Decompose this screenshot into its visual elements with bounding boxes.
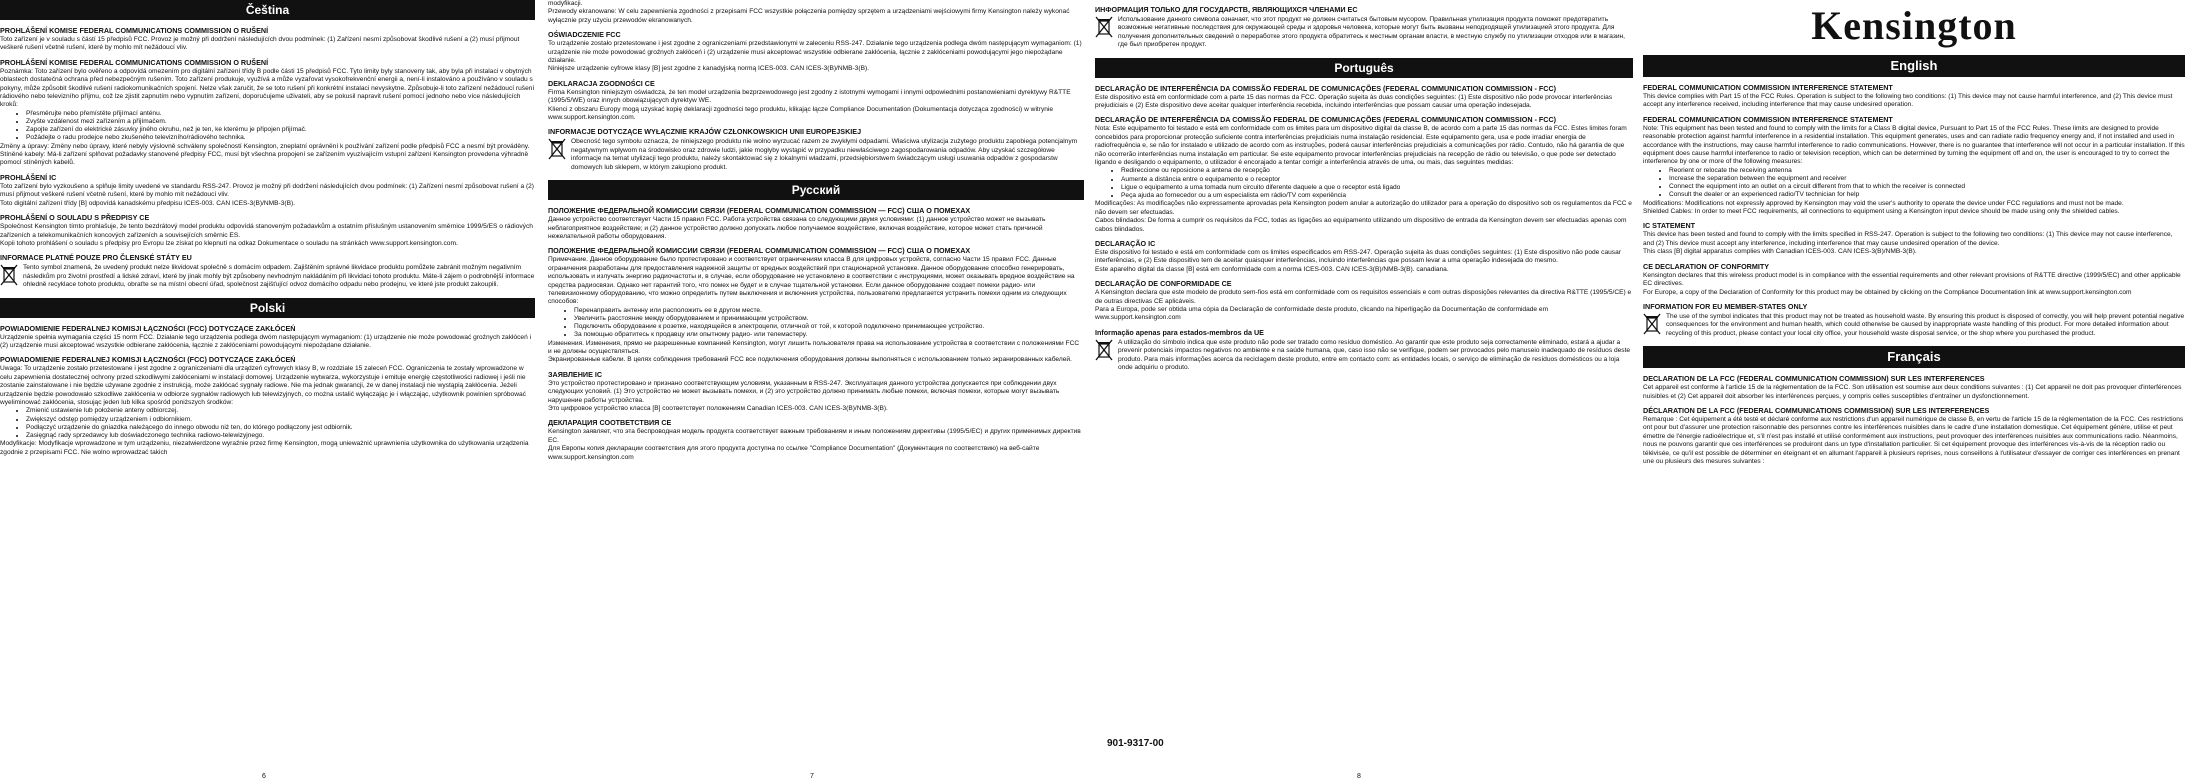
section-heading: DECLARAÇÃO DE CONFORMIDADE CE — [1095, 279, 1232, 289]
paragraph: Este dispositivo está em conformidade com a parte 15 das normas da FCC. Operação sujeita às duas condições seguintes: (1) Este dispositivo não pode provocar interferências prejudiciais e (2) Este dispositivo deve aceitar qualquer interferência recebida, incluindo interferências que possam causar uma operação indesejada. — [1095, 93, 1613, 110]
paragraph: Изменения. Изменения, прямо не разрешенные компанией Kensington, могут лишить пользователя права на использование устройства в соответствии с положениями FCC и не должны осуществляться. Экранированные кабели. В целях соблюдения требований FCC все подключения оборудования должны выполняться с использованием только экранированных кабелей. — [548, 339, 1080, 364]
section-heading: INFORMACE PLATNÉ POUZE PRO ČLENSKÉ STÁTY EU — [0, 253, 192, 263]
column-polish-russian — [548, 0, 1084, 781]
polish-content — [0, 324, 535, 457]
czech-content — [0, 26, 535, 290]
paragraph: Urządzenie spełnia wymagania części 15 norm FCC. Działanie tego urządzenia podlega dwóm następującym wymaganiom: (1) urządzenie nie może powodować groźnych zakłóceń i (2) urządzenie musi akceptować wszystkie odbierane zakłócenia, łącznie z zakłóceniami powodującymi niepożądane działanie. — [0, 333, 532, 349]
section-heading: DECLARATION DE LA FCC (FEDERAL COMMUNICATION COMMISSION) SUR LES INTERFERENCES — [1643, 374, 1985, 384]
list-item: • Ligue o equipamento a uma tomada num circuito diferente daquele a que o receptor está ligado — [1121, 184, 1633, 192]
paragraph: Toto zařízení bylo vyzkoušeno a splňuje limity uvedené ve standardu RSS-247. Provoz je možný při dodržení následujících dvou podmínek: (1) Zařízení nesmí způsobovat rušení a (2) musí přijmout veškeré rušení včetně rušení, které by mohlo mít nežádoucí vliv. Toto digitální zařízení třídy [B] odpovídá kanadskému předpisu ICES-003. CAN ICES-3(B)/NMB-3(B). — [0, 182, 535, 207]
weee-text: Tento symbol znamená, že uvedený produkt nelze likvidovat společně s domácím odpadem. Zajištěním správné likvidace produktu pomůžete zabránit možným negativním následkům pro životní prostředí a lidské zdraví, které by jinak mohly být způsobeny nevhodným nakládáním při likvidaci tohoto produktu. Máte-li zájem o podrobnější informace ohledně recyklace tohoto produktu, obraťte se na místní obecní úřad, společnost zajišťující odvoz domácího odpadu nebo prodejnu, ve které jste produkt zakoupili. — [23, 264, 535, 289]
paragraph: Poznámka: Toto zařízení bylo ověřeno a odpovídá omezením pro digitální zařízení třídy B podle části 15 předpisů FCC. Tyto limity byly stanoveny tak, aby byla při instalaci v obytných oblastech dostatečná ochrana před nebezpečným rušením. Toto zařízení produkuje, využívá a může vyzařovat vysokofrekvenční energii a, není-li instalováno a používáno v souladu s pokyny, může způsobit škodlivé rušení radiokomunikačních spojení. Nelze však zaručit, že se toto rušení při konkrétní instalaci nevyskytne. Způsobuje-li toto zařízení nežádoucí rušení rádiového nebo televizního příjmu, což lze zjistit zapnutím nebo vypnutím zařízení, doporučujeme uživateli, aby se pokusil napravit rušení pomocí jednoho nebo více následujících kroků: — [0, 67, 535, 109]
crossed-bin-icon — [1095, 16, 1113, 38]
kensington-logo: Kensington — [1811, 3, 2017, 48]
column-czech-polish — [0, 0, 535, 781]
french-content — [1643, 374, 2185, 466]
list-item: • Zapojte zařízení do elektrické zásuvky jiného okruhu, než je ten, ke kterému je připojen přijímač. — [26, 126, 535, 134]
section-heading: FEDERAL COMMUNICATION COMMISSION INTERFERENCE STATEMENT — [1643, 114, 1893, 124]
crossed-bin-icon — [1095, 339, 1113, 361]
paragraph: Это устройство протестировано и признано соответствующим условиям, указанным в RSS-247. Эксплуатация данного устройства допускается при соблюдении двух следующих условий. (1) Это устройство не может вызывать помехи, и (2) это устройство должно принимать любые помехи, включая помехи, которые могут вызывать нарушение работы устройства. Это цифровое устройство класса [B] соответствует положениям Canadian ICES-003. CAN ICES-3(B)/NMB-3(B). — [548, 379, 1060, 412]
section-heading: POWIADOMIENIE FEDERALNEJ KOMISJI ŁĄCZNOŚCI (FCC) DOTYCZĄCE ZAKŁÓCEŃ — [0, 323, 296, 333]
list-item: • За помощью обратитесь к продавцу или опытному радио- или телемастеру. — [574, 331, 1084, 339]
paragraph: This device complies with Part 15 of the FCC Rules. Operation is subject to the following two conditions: (1) This device may not cause harmful interference, and (2) This device must accept any interference received, including interference that may cause undesired operation. — [1643, 93, 2173, 109]
list-item: • Увеличить расстояние между оборудованием и принимающим устройством. — [574, 315, 1084, 323]
section-bar-french: Français — [1643, 346, 2185, 368]
part-number: 901-9317-00 — [1107, 738, 1164, 749]
list-item: • Подключить оборудование к розетке, находящейся в электроцепи, отличной от той, к которой подключено принимающее устройство. — [574, 323, 1084, 331]
section-bar-english: English — [1643, 55, 2185, 77]
paragraph: Nota: Este equipamento foi testado e está em conformidade com os limites para um dispositivo digital da classe B, de acordo com a parte 15 das normas da FCC. Estes limites foram concebidos para proporcionar protecção suficiente contra interferências prejudiciais numa instalação residencial. Este equipamento gera, usa e pode irradiar energia de radiofrequência e, se não for instalado e utilizado de acordo com as instruções, poderá causar interferências prejudiciais a comunicações por rádio. Contudo, não há garantia de que não ocorrerão interferências numa instalação em particular. Se este equipamento provocar interferências prejudiciais na recepção de rádio ou televisão, o que pode ser detectado ligando e desligando o equipamento, o utilizador é encorajado a tentar corrigir a interferência através de uma, ou mais, das seguintes medidas: — [1095, 125, 1627, 167]
section-heading: ПОЛОЖЕНИЕ ФЕДЕРАЛЬНОЙ КОМИССИИ СВЯЗИ (FEDERAL COMMUNICATION COMMISSION — FCC) США О ПОМЕХАХ — [548, 206, 971, 216]
section-bar-russian: Русский — [548, 180, 1084, 200]
section-bar-czech: Čeština — [0, 0, 535, 20]
weee-text: Использование данного символа означает, что этот продукт не должен считаться бытовым мусором. Правильная утилизация продукта поможет предотвратить возможные негативные последствия для окружающей среды и здоровья человека, которые могут быть вызваны неподходящей утилизацией этого продукта. Для получения дополнительных сведений о переработке этого продукта обратитесь к местным органам власти, в местную службу по утилизации отходов или в магазин, где был приобретен продукт. — [1118, 16, 1626, 49]
section-heading: DEKLARACJA ZGODNOŚCI CE — [548, 78, 655, 88]
section-heading: ИНФОРМАЦИЯ ТОЛЬКО ДЛЯ ГОСУДАРСТВ, ЯВЛЯЮЩИХСЯ ЧЛЕНАМИ ЕС — [1095, 5, 1358, 14]
section-heading: INFORMATION FOR EU MEMBER-STATES ONLY — [1643, 301, 1808, 311]
section-heading: INFORMACJE DOTYCZĄCE WYŁĄCZNIE KRAJÓW CZŁONKOWSKICH UNII EUROPEJSKIEJ — [548, 127, 862, 137]
list-item: • Zmienić ustawienie lub położenie anteny odbiorczej. — [26, 407, 535, 415]
page-number: 6 — [262, 773, 266, 780]
measure-list — [1643, 167, 2185, 200]
paragraph: Firma Kensington niniejszym oświadcza, że ten model urządzenia bezprzewodowego jest zgodny z istotnymi wymogami i innymi odpowiednimi postanowieniami dyrektywy R&TTE (1995/5/WE) oraz innych obowiązujących dyrektyw WE. Klienci z obszaru Europy mogą uzyskać kopię deklaracji zgodności tego produktu, klikając łącze Compliance Documentation (Dokumentacja dotycząca zgodności) w witrynie www.support.kensington.com. — [548, 88, 1071, 122]
section-heading: CE DECLARATION OF CONFORMITY — [1643, 261, 1770, 271]
measure-list — [548, 307, 1084, 340]
section-heading: PROHLÁŠENÍ KOMISE FEDERAL COMMUNICATIONS COMMISSION O RUŠENÍ — [0, 57, 269, 67]
weee-notice — [1095, 16, 1633, 50]
section-bar-polish: Polski — [0, 298, 535, 318]
paragraph: A Kensington declara que este modelo de produto sem-fios está em conformidade com os requisitos essenciais e com outras disposições relevantes da directiva R&TTE (1995/5/CE) e de outras directivas CE aplicáveis. Para a Europa, pode ser obtida uma cópia da Declaração de conformidade deste produto, clicando na hiperligação da Documentação de conformidade em www.support.kensington.com — [1095, 289, 1632, 322]
paragraph: Modifications: Modifications not expressly approved by Kensington may void the user's authority to operate the device under FCC regulations and must not be made. Shielded Cables: In order to meet FCC requirements, all connections to equipment using a Kensington input device should be made using only the shielded cables. — [1643, 199, 2124, 216]
section-heading: IC STATEMENT — [1643, 221, 1696, 231]
crossed-bin-icon — [1643, 313, 1661, 335]
weee-text: Obecność tego symbolu oznacza, że niniejszego produktu nie wolno wyrzucać razem ze zwykłymi odpadami. Właściwa utylizacja zużytego produktu zapobiega potencjalnym negatywnym wpływom na środowisko oraz zdrowie ludzi, jakie mogłyby wystąpić w przypadku niewłaściwego zagospodarowania odpadów. Aby uzyskać szczegółowe informacje na temat utylizacji tego produktu, należy skontaktować się z lokalnymi władzami, przedsiębiorstwem świadczącym usługi usuwania odpadów z gospodarstw domowych lub sklepem, w którym zakupiono produkt. — [571, 138, 1078, 171]
weee-notice — [1643, 313, 2185, 338]
portuguese-content — [1095, 84, 1633, 373]
paragraph: Note: This equipment has been tested and found to comply with the limits for a Class B digital device, Pursuant to Part 15 of the FCC Rules. These limits are designed to provide reasonable protection against harmful interference in a residential installation. This equipment generates, uses and can radiate radio frequency energy and, if not installed and used in accordance with the instructions, may cause harmful interference to radio communications. However, there is no guarantee that interference will not occur in a particular installation. If this equipment does cause harmful interference to radio or television reception, which can be determined by turning the equipment off and on, the user is encouraged to try to correct the interference by one or more of the following measures: — [1643, 124, 2185, 166]
section-heading: OŚWIADCZENIE FCC — [548, 30, 621, 40]
weee-text: A utilização do símbolo indica que este produto não pode ser tratado como resíduo doméstico. Ao garantir que este produto seja correctamente eliminado, estará a ajudar a prevenir potenciais impactos negativos no ambiente e na saúde humana, que, caso isso não se verifique, podem ser provocados pelo manuseio inadequado de resíduos deste produto. Para mais informações acerca da reciclagem deste produto, entre em contacto com: as entidades locais, o serviço de eliminação de resíduos domésticos ou a loja onde adquiriu o produto. — [1118, 338, 1631, 371]
page-number: 7 — [810, 773, 814, 780]
list-item: • Požádejte o radu prodejce nebo zkušeného televizního/rádiového technika. — [26, 134, 535, 142]
paragraph: Společnost Kensington tímto prohlašuje, že tento bezdrátový model produktu odpovídá stanoveným požadavkům a ostatním příslušným ustanovením směrnice 1999/5/ES o rádiových zařízeních a telekomunikačních koncových zařízeních a souvisejících směrnic ES. Kopii tohoto prohlášení o souladu s předpisy pro Evropu lze získat po klepnutí na odkaz Dokumentace o souladu na stránkách www.support.kensington.com. — [0, 223, 533, 247]
weee-notice — [1095, 339, 1633, 373]
list-item: • Zwiększyć odstęp pomiędzy urządzeniem i odbiornikiem. — [26, 416, 535, 424]
section-heading: DECLARAÇÃO IC — [1095, 238, 1156, 248]
paragraph: Данное устройство соответствует Части 15 правил FCC. Работа устройства связана со следующими двумя условиями: (1) данное устройство может не вызывать неблагоприятное воздействие; и (2) данное устройство должно допускать любое получаемое воздействие, включая воздействие, которое может стать причиной нежелательной работы оборудования. — [548, 216, 1046, 240]
paragraph: modyfikacji. Przewody ekranowane: W celu zapewnienia zgodności z przepisami FCC wszystkie połączenia pomiędzy sprzętem a urządzeniami wejściowymi firmy Kensington należy wykonać wyłącznie przy użyciu przewodów ekranowanych. — [548, 0, 1070, 24]
section-heading: Informação apenas para estados-membros da UE — [1095, 327, 1264, 337]
paragraph: Este dispositivo foi testado e está em conformidade com os limites especificados em RSS-247. Operação sujeita às duas condições seguintes: (1) Este dispositivo não pode causar interferências, e (2) Este dispositivo tem de aceitar quaisquer interferências, incluindo interferências que possam levar a uma operação indesejada do mesmo. Este aparelho digital da classe [B] está em conformidade com a norma ICES-003. CAN ICES-3(B)/NMB-3(B). canadiana. — [1095, 248, 1621, 273]
list-item: • Zvyšte vzdálenost mezi zařízením a přijímačem. — [26, 118, 535, 126]
paragraph: To urządzenie zostało przetestowane i jest zgodne z ograniczeniami przedstawionymi w zaleceniu RSS-247. Działanie tego urządzenia podlega dwóm następującym wymaganiom: (1) urządzenie nie może powodować groźnych zakłóceń i (2) urządzenie musi akceptować wszystkie odbierane zakłócenia, łącznie z zakłóceniami powodującymi jego niepożądane działanie. Niniejsze urządzenie cyfrowe klasy [B] jest zgodne z kanadyjską normą ICES-003. CAN ICES-3(B)/NMB-3(B). — [548, 40, 1082, 73]
page-number: 8 — [1357, 773, 1361, 780]
section-heading: PROHLÁŠENÍ IC — [0, 172, 57, 182]
paragraph: Změny a úpravy: Změny nebo úpravy, které nebyly výslovně schváleny společností Kensington, zneplatní oprávnění k používání zařízení podle předpisů FCC a nesmí být prováděny. Stíněné kabely: Má-li zařízení splňovat požadavky stanovené předpisy FCC, musí být všechna propojení se zařízením vyuzívajícím vstupní zařízení Kensington provedena výhradně pomocí stíněných kabelů. — [0, 142, 530, 167]
russian-content — [548, 206, 1084, 462]
section-heading: ПОЛОЖЕНИЕ ФЕДЕРАЛЬНОЙ КОМИССИИ СВЯЗИ (FEDERAL COMMUNICATION COMMISSION — FCC) США О ПОМЕХАХ — [548, 246, 971, 256]
column-russian-portuguese — [1095, 0, 1633, 781]
paragraph: Modificações: As modificações não expressamente aprovadas pela Kensington podem anular a autorização do utilizador para a operação do dispositivo sob os regulamentos da FCC e não devem ser efectuadas. Cabos blindados: De forma a cumprir os requisitos da FCC, todas as ligações ao equipamento utilizando um dispositivo de entrada da Kensington devem ser efectuadas apenas com cabos blindados. — [1095, 200, 1632, 233]
section-heading: PROHLÁŠENÍ O SOULADU S PŘEDPISY CE — [0, 213, 150, 223]
list-item: • Peça ajuda ao fornecedor ou a um especialista em rádio/TV com experiência — [1121, 192, 1633, 200]
section-heading: POWIADOMIENIE FEDERALNEJ KOMISJI ŁĄCZNOŚCI (FCC) DOTYCZĄCE ZAKŁÓCEŃ — [0, 355, 296, 365]
paragraph: Uwaga: To urządzenie zostało przetestowane i jest zgodne z ograniczeniami dla urządzeń cyfrowych klasy B, w rozdziale 15 zaleceń FCC. Ograniczenia te zostały wprowadzone w celu zapewnienia dostatecznej ochrony przed szkodliwymi zakłóceniami w instalacji domowej. Urządzenie wytwarza, wykorzystuje i emituje energię częstotliwości radiowej i jeśli nie zostanie zainstalowane i nie będzie używane zgodnie z instrukcją, może zakłócać sygnały radiowe. Nie ma jednak gwarancji, że w danej instalacji nie wystąpią zakłócenia. Jeżeli urządzenie będzie powodowało szkodliwe zakłócenia w odbiorze sygnałów radiowych lub telewizyjnych, co można ustalić wyłączając je i włączając, użytkownik powinien spróbować wyeliminować zakłócenia, stosując jeden lub kilka spośród poniższych środków: — [0, 365, 526, 406]
english-content — [1643, 83, 2185, 338]
weee-notice — [0, 264, 535, 289]
list-item: • Increase the separation between the equipment and receiver — [1669, 175, 2185, 183]
section-heading: ДЕКЛАРАЦИЯ СООТВЕТСТВИЯ CE — [548, 418, 672, 428]
measure-list — [0, 110, 535, 143]
column-english-french — [1643, 0, 2185, 781]
paragraph: Modyfikacje: Modyfikacje wprowadzone w tym urządzeniu, niezatwierdzone wyraźnie przez firmę Kensington, mogą unieważnić uprawnienia użytkownika do użytkowania urządzenia zgodnie z przepisami FCC. Nie wolno wprowadzać takich — [0, 440, 529, 456]
paragraph: Cet appareil est conforme à l'article 15 de la réglementation de la FCC. Son utilisation est soumise aux deux conditions suivantes : (1) Cet appareil ne doit pas provoquer d'interférences nuisibles et (2) Cet appareil doit absorber les interférences perçues, y compris celles susceptibles d'entraîner un dysfonctionnement. — [1643, 384, 2182, 400]
weee-notice — [548, 138, 1084, 172]
list-item: • Přesměrujte nebo přemístěte přijímací anténu. — [26, 110, 535, 118]
section-heading: DECLARAÇÃO DE INTERFERÊNCIA DA COMISSÃO FEDERAL DE COMUNICAÇÕES (FEDERAL COMMUNICATION COMMISSION - FCC) — [1095, 83, 1557, 93]
paragraph: This device has been tested and found to comply with the limits specified in RSS-247. Operation is subject to the following two conditions: (1) This device may not cause interference, and (2) This device must accept any interference, including interference that may cause undesired operation of the device. This class [B] digital apparatus complies with Canadian ICES-003. CAN ICES-3(B)/NMB-3(B). — [1643, 231, 2173, 256]
list-item: • Перенаправить антенну или расположить ее в другом месте. — [574, 307, 1084, 315]
section-heading: DÉCLARATION DE LA FCC (FEDERAL COMMUNICATIONS COMMISSION) SUR LES INTERFERENCES — [1643, 405, 1990, 415]
list-item: • Podłączyć urządzenie do gniazdka należącego do innego obwodu niż ten, do którego podłączony jest odbiornik. — [26, 424, 535, 432]
list-item: • Redireccione ou reposicione a antena de recepção — [1121, 167, 1633, 175]
crossed-bin-icon — [0, 264, 18, 286]
section-heading: PROHLÁŠENÍ KOMISE FEDERAL COMMUNICATIONS COMMISSION O RUŠENÍ — [0, 26, 269, 35]
section-heading: ЗАЯВЛЕНИЕ IC — [548, 369, 603, 379]
measure-list — [0, 407, 535, 440]
list-item: • Zasięgnąć rady sprzedawcy lub doświadczonego technika radiowo-telewizyjnego. — [26, 432, 535, 440]
section-heading: FEDERAL COMMUNICATION COMMISSION INTERFERENCE STATEMENT — [1643, 83, 1893, 92]
section-heading: DECLARAÇÃO DE INTERFERÊNCIA DA COMISSÃO FEDERAL DE COMUNICAÇÕES (FEDERAL COMMUNICATION COMMISSION - FCC) — [1095, 115, 1557, 125]
list-item: • Aumente a distância entre o equipamento e o receptor — [1121, 176, 1633, 184]
paragraph: Kensington заявляет, что эта беспроводная модель продукта соответствует важным требованиям и иным положениям директивы (1995/5/EC) и других применимых директив ЕС. Для Европы копия декларации соответствия для этого продукта доступна по ссылке "Compliance Documentation" (Документация по соответствию) на веб-сайте www.support.kensington.com — [548, 428, 1081, 461]
paragraph: Remarque : Cet équipement a été testé et déclaré conforme aux restrictions d'un appareil numérique de classe B, en vertu de l'article 15 de la réglementation de la FCC. Ces restrictions ont pour but d'assurer une protection raisonnable des personnes contre les interférences nuisibles dans le cadre d'une installation domestique. Cet équipement génère, utilise et peut émettre de l'énergie radioélectrique et, s'il n'est pas installé et utilisé conformément aux instructions, peut provoquer des interférences nuisibles aux communications radio. Néanmoins, nous ne pouvons garantir que ces interférences se produiront dans un type d'installation particulier. Si cet équipement provoque des interférences vis-à-vis de la réception radio ou télévisée, ce qu'il est possible de déterminer en éteignant et en allumant l'appareil à plusieurs reprises, nous conseillons à l'utilisateur d'essayer de corriger ces interférences en prenant une ou plusieurs des mesures suivantes : — [1643, 415, 2184, 465]
list-item: • Consult the dealer or an experienced radio/TV technician for help — [1669, 191, 2185, 199]
crossed-bin-icon — [548, 138, 566, 160]
weee-text: The use of the symbol indicates that this product may not be treated as household waste. By ensuring this product is disposed of correctly, you will help prevent potential negative consequences for the environment and human health, which could otherwise be caused by inappropriate waste handling of this product. For more detailed information about recycling of this product, please contact your local city office, your household waste disposal service, or the shop where you purchased the product. — [1666, 312, 2185, 337]
list-item: • Reorient or relocate the receiving antenna — [1669, 167, 2185, 175]
measure-list — [1095, 167, 1633, 200]
list-item: • Connect the equipment into an outlet on a circuit different from that to which the receiver is connected — [1669, 183, 2185, 191]
paragraph: Toto zařízení je v souladu s částí 15 předpisů FCC. Provoz je možný při dodržení následujících dvou podmínek: (1) Zařízení nesmí způsobovat škodlivé rušení a (2) musí přijmout veškeré rušení včetně rušení, které by mohlo mít nežádoucí vliv. — [0, 36, 520, 52]
section-bar-portuguese: Português — [1095, 58, 1633, 78]
paragraph: Kensington declares that this wireless product model is in compliance with the essential requirements and other relevant provisions of R&TTE directive (1999/5/EC) and other applicable EC directives. For Europe, a copy of the Declaration of Conformity for this product may be obtained by clicking on the Compliance Documentation link at www.support.kensington.com — [1643, 271, 2181, 296]
paragraph: Примечание. Данное оборудование было протестировано и соответствует ограничениям класса В для цифровых устройств, согласно Части 15 правил FCC. Данные ограничения разработаны для предоставления надежной защиты от вредных воздействий при стационарной установке. Данное оборудование способно генерировать, использовать и излучать энергию радиочастоты и, в случае, если оборудование не установлено в соответствии с инструкциями, может оказывать вредное воздействие на средства радиосвязи. Однако нет гарантий того, что помех не будет и в случае тщательной установки. Если данное оборудование создает помехи радио- или телевизионному оборудованию, что можно определить путем выключения и включения устройства, пользователю предлагается устранить помехи одним из следующих способов: — [548, 256, 1075, 306]
